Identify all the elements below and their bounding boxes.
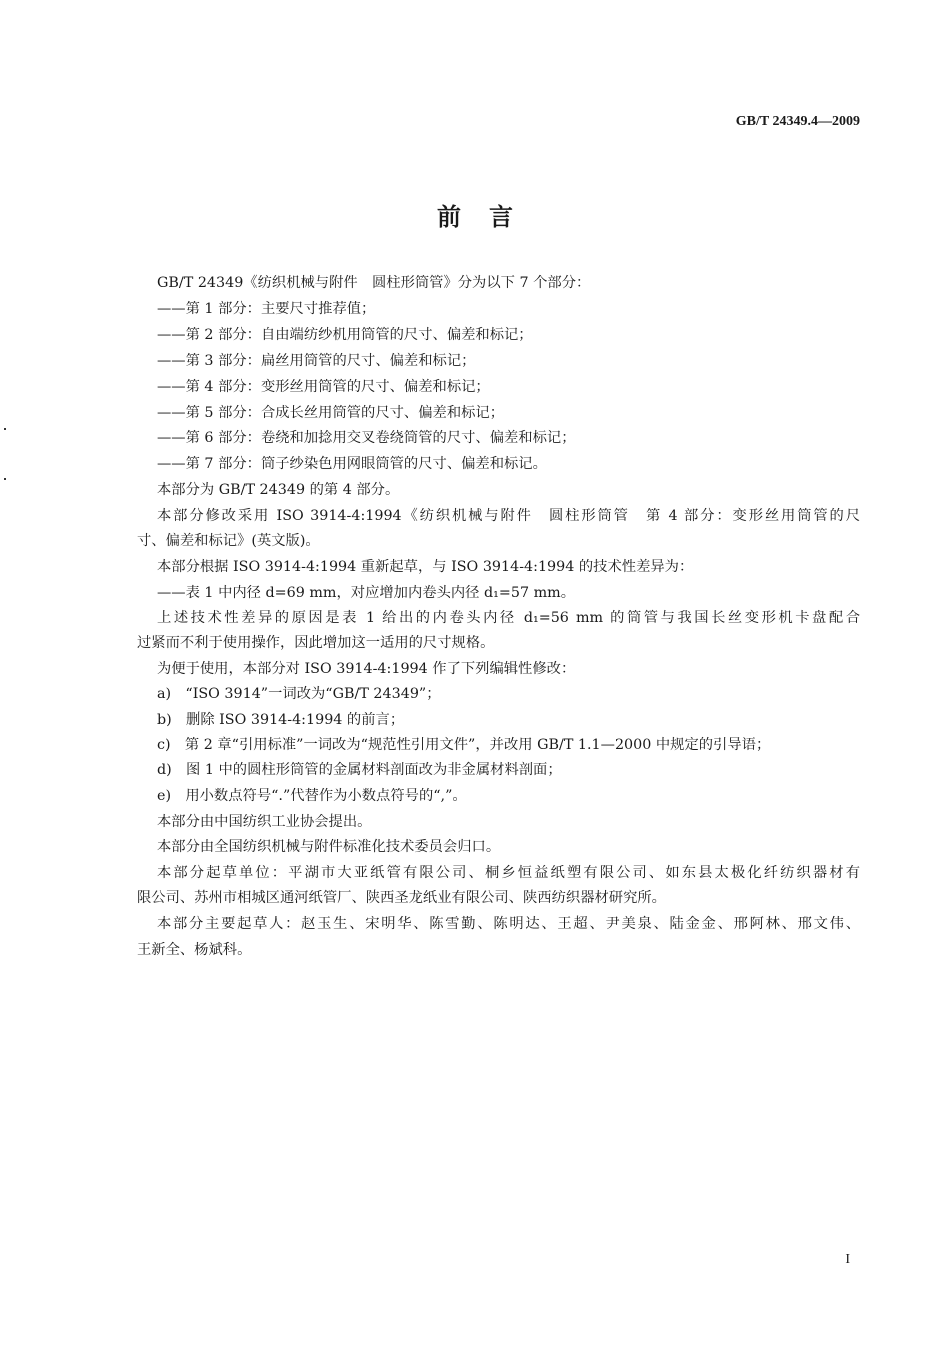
text-line: 本部分由中国纺织工业协会提出。	[157, 814, 372, 830]
page-title: 前言	[437, 203, 541, 231]
list-item: a) “ISO 3914”一词改为“GB/T 24349”；	[157, 686, 441, 702]
text-line: 本部分主要起草人：赵玉生、宋明华、陈雪勤、陈明达、王超、尹美泉、陆金金、邢阿林、邢文伟、	[157, 916, 860, 932]
text-line: 本部分根据 ISO 3914-4:1994 重新起草，与 ISO 3914-4:1994 的技术性差异为：	[157, 559, 694, 575]
list-item: ——第 7 部分：筒子纱染色用网眼筒管的尺寸、偏差和标记。	[157, 456, 547, 472]
text-line: 过紧而不利于使用操作，因此增加这一适用的尺寸规格。	[137, 635, 495, 651]
text-line: 本部分为 GB/T 24349 的第 4 部分。	[157, 482, 400, 498]
list-item: ——第 1 部分：主要尺寸推荐值；	[157, 301, 376, 317]
list-item: ——第 4 部分：变形丝用筒管的尺寸、偏差和标记；	[157, 379, 490, 395]
text-line: 寸、偏差和标记》(英文版)。	[137, 533, 320, 549]
list-item: c) 第 2 章“引用标准”一词改为“规范性引用文件”，并改用 GB/T 1.1—2000 中规定的引导语；	[157, 737, 771, 753]
scan-speck	[4, 428, 6, 430]
text-line: 本部分修改采用 ISO 3914-4:1994《纺织机械与附件 圆柱形筒管 第 4 部分：变形丝用筒管的尺	[157, 508, 860, 524]
text-line: 限公司、苏州市相城区通河纸管厂、陕西圣龙纸业有限公司、陕西纺织器材研究所。	[137, 890, 666, 906]
list-item: e) 用小数点符号“.”代替作为小数点符号的“,”。	[157, 788, 467, 804]
text-line: 为便于使用，本部分对 ISO 3914-4:1994 作了下列编辑性修改：	[157, 661, 576, 677]
list-item: ——第 2 部分：自由端纺纱机用筒管的尺寸、偏差和标记；	[157, 327, 533, 343]
list-item: d) 图 1 中的圆柱形筒管的金属材料剖面改为非金属材料剖面；	[157, 762, 562, 778]
page-number: I	[845, 1252, 850, 1267]
list-item: b) 删除 ISO 3914-4:1994 的前言；	[157, 712, 405, 728]
list-item: ——第 5 部分：合成长丝用筒管的尺寸、偏差和标记；	[157, 405, 505, 421]
standard-number: GB/T 24349.4—2009	[735, 114, 860, 129]
text-line: GB/T 24349《纺织机械与附件 圆柱形筒管》分为以下 7 个部分：	[157, 275, 591, 291]
text-line: 王新全、杨斌科。	[137, 942, 252, 958]
list-item: ——第 3 部分：扁丝用筒管的尺寸、偏差和标记；	[157, 353, 476, 369]
scan-speck	[4, 478, 6, 480]
text-line: 本部分由全国纺织机械与附件标准化技术委员会归口。	[157, 839, 501, 855]
text-line: 本部分起草单位：平湖市大亚纸管有限公司、桐乡恒益纸塑有限公司、如东县太极化纤纺织器材有	[157, 865, 860, 881]
list-item: ——表 1 中内径 d=69 mm，对应增加内卷头内径 d₁=57 mm。	[157, 585, 576, 601]
list-item: ——第 6 部分：卷绕和加捻用交叉卷绕筒管的尺寸、偏差和标记；	[157, 430, 576, 446]
text-line: 上述技术性差异的原因是表 1 给出的内卷头内径 d₁=56 mm 的筒管与我国长丝变形机卡盘配合	[157, 610, 860, 626]
